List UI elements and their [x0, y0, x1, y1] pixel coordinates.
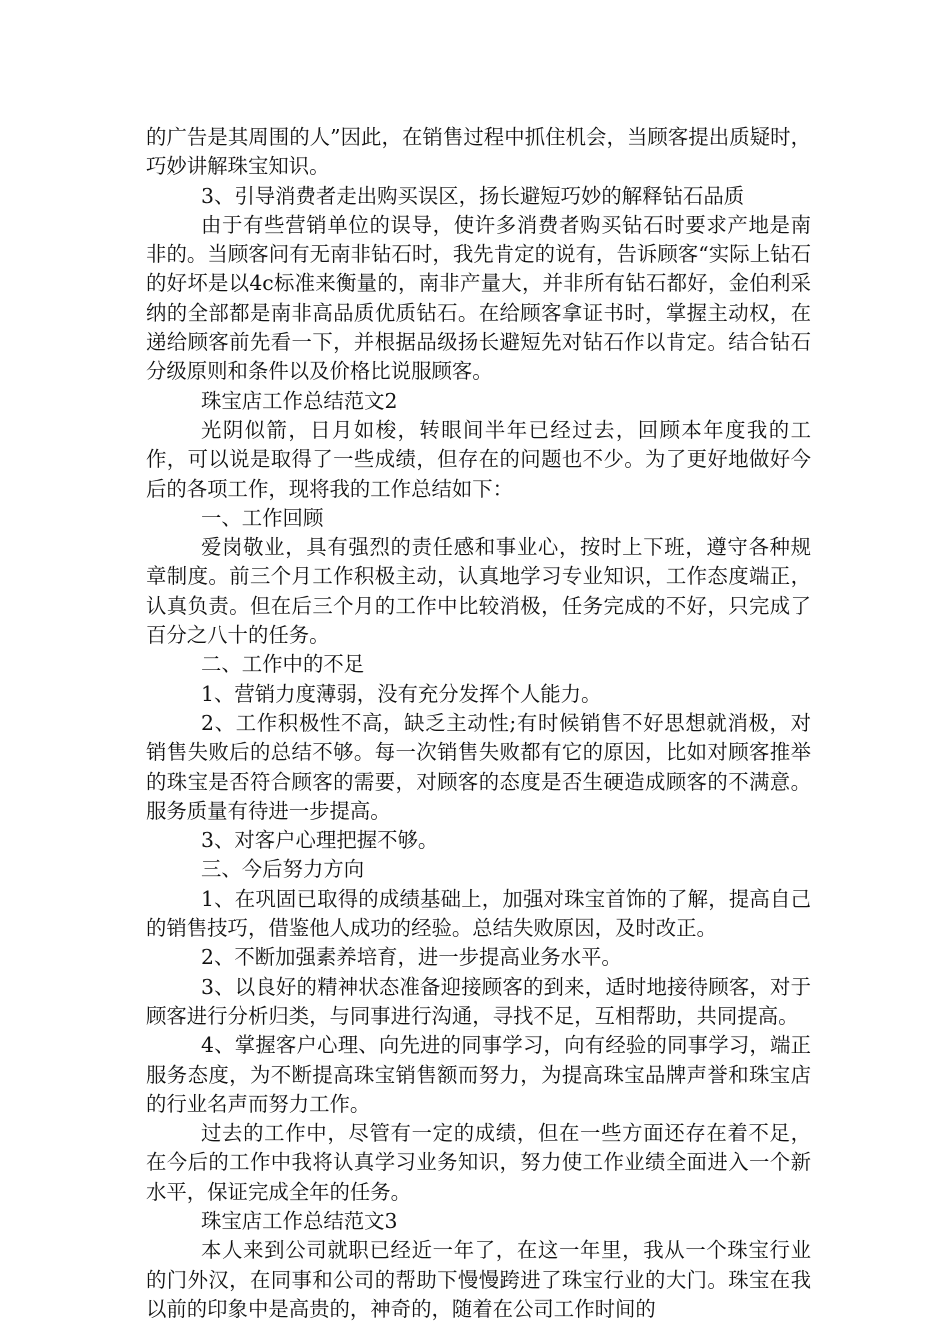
body-paragraph: 过去的工作中，尽管有一定的成绩，但在一些方面还存在着不足，在今后的工作中我将认真学习业务知识，努力使工作业绩全面进入一个新水平，保证完成全年的任务。	[146, 1121, 811, 1204]
body-paragraph: 的广告是其周围的人”因此，在销售过程中抓住机会，当顾客提出质疑时，巧妙讲解珠宝知识。	[146, 125, 811, 179]
section-heading-sample-2: 珠宝店工作总结范文2	[201, 388, 398, 413]
list-item: 2、不断加强素养培育，进一步提高业务水平。	[201, 945, 622, 970]
list-item: 2、工作积极性不高，缺乏主动性;有时候销售不好思想就消极，对销售失败后的总结不够。每一次销售失败都有它的原因，比如对顾客推举的珠宝是否符合顾客的需要，对顾客的态度是否生硬造成顾客的不满意。服务质量有待进一步提高。	[146, 710, 811, 823]
body-paragraph: 由于有些营销单位的误导，使许多消费者购买钻石时要求产地是南非的。当顾客问有无南非钻石时，我先肯定的说有，告诉顾客“实际上钻石的好坏是以4c标准来衡量的，南非产量大，并非所有钻石都好，金伯利采纳的全部都是南非高品质优质钻石。在给顾客拿证书时，掌握主动权，在递给顾客前先看一下，并根据品级扬长避短先对钻石作以肯定。结合钻石分级原则和条件以及价格比说服顾客。	[146, 212, 811, 384]
list-item: 1、营销力度薄弱，没有充分发挥个人能力。	[201, 681, 602, 706]
document-page	[146, 123, 811, 1324]
subheading-work-review: 一、工作回顾	[201, 505, 324, 530]
body-paragraph: 本人来到公司就职已经近一年了，在这一年里，我从一个珠宝行业的门外汉，在同事和公司的帮助下慢慢跨进了珠宝行业的大门。珠宝在我以前的印象中是高贵的，神奇的，随着在公司工作时间的	[146, 1238, 811, 1321]
list-item: 4、掌握客户心理、向先进的同事学习，向有经验的同事学习，端正服务态度，为不断提高珠宝销售额而努力，为提高珠宝品牌声誉和珠宝店的行业名声而努力工作。	[146, 1033, 811, 1116]
body-paragraph: 光阴似箭，日月如梭，转眼间半年已经过去，回顾本年度我的工作，可以说是取得了一些成绩，但存在的问题也不少。为了更好地做好今后的各项工作，现将我的工作总结如下：	[146, 417, 811, 501]
list-item-3-guide-consumers: 3、引导消费者走出购买误区，扬长避短巧妙的解释钻石品质	[201, 183, 745, 208]
list-item: 3、以良好的精神状态准备迎接顾客的到来，适时地接待顾客，对于顾客进行分析归类，与同事进行沟通，寻找不足，互相帮助，共同提高。	[146, 974, 811, 1028]
list-item: 1、在巩固已取得的成绩基础上，加强对珠宝首饰的了解，提高自己的销售技巧，借鉴他人成功的经验。总结失败原因，及时改正。	[146, 886, 811, 941]
section-heading-sample-3: 珠宝店工作总结范文3	[201, 1208, 398, 1233]
subheading-future-direction: 三、今后努力方向	[201, 857, 365, 882]
list-item: 3、对客户心理把握不够。	[201, 828, 439, 853]
subheading-shortcomings: 二、工作中的不足	[201, 652, 365, 677]
body-paragraph: 爱岗敬业，具有强烈的责任感和事业心，按时上下班，遵守各种规章制度。前三个月工作积极主动，认真地学习专业知识，工作态度端正，认真负责。但在后三个月的工作中比较消极，任务完成的不好，只完成了百分之八十的任务。	[146, 535, 811, 648]
